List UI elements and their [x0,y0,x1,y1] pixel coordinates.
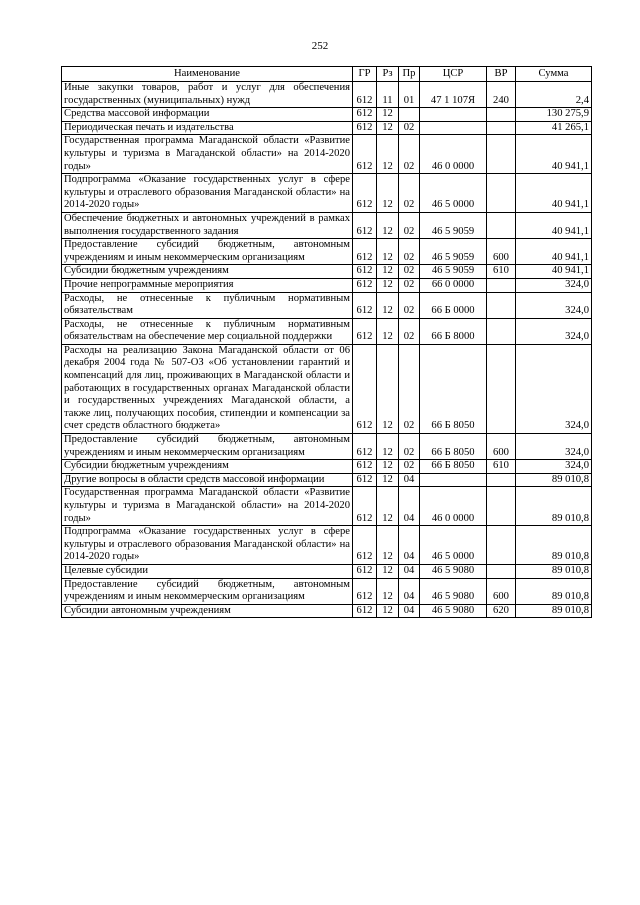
row-csr: 46 5 9080 [420,578,487,604]
row-sum: 40 941,1 [516,239,592,265]
row-csr: 46 0 0000 [420,487,487,526]
row-gr: 612 [353,526,377,565]
row-csr: 66 Б 8000 [420,318,487,344]
row-rz: 12 [377,212,399,238]
row-sum: 40 941,1 [516,265,592,279]
row-rz: 12 [377,135,399,174]
row-sum: 324,0 [516,278,592,292]
row-vr [487,318,516,344]
row-pr: 02 [399,265,420,279]
table-row [62,564,592,578]
row-rz: 12 [377,265,399,279]
row-name: Расходы, не отнесенные к публичным нормативным обязательствам на обеспечение мер социальной поддержки [62,318,353,344]
page-number: 252 [311,40,329,52]
row-name: Периодическая печать и издательства [62,121,353,135]
row-vr: 240 [487,82,516,108]
row-vr: 610 [487,265,516,279]
row-sum: 40 941,1 [516,174,592,213]
row-vr [487,473,516,487]
row-name: Средства массовой информации [62,108,353,122]
row-name: Обеспечение бюджетных и автономных учреждений в рамках выполнения государственного задания [62,212,353,238]
row-vr: 610 [487,460,516,474]
row-vr [487,292,516,318]
row-name: Подпрограмма «Оказание государственных услуг в сфере культуры и отраслевого образования Магаданской области» на 2014-2020 годы» [62,526,353,565]
row-gr: 612 [353,460,377,474]
row-gr: 612 [353,604,377,618]
row-csr: 46 5 9080 [420,564,487,578]
row-vr: 620 [487,604,516,618]
table-row [62,265,592,279]
row-pr: 04 [399,578,420,604]
row-gr: 612 [353,82,377,108]
row-name: Предоставление субсидий бюджетным, автономным учреждениям и иным некоммерческим организациям [62,239,353,265]
table-row [62,604,592,618]
table-row [62,278,592,292]
row-pr: 02 [399,135,420,174]
row-name: Субсидии автономным учреждениям [62,604,353,618]
row-name: Расходы на реализацию Закона Магаданской области от 06 декабря 2004 года № 507-ОЗ «Об установлении гарантий и компенсаций для лиц, проживающих в Магаданской области и работающих в государственных органах Магаданской области и государственных учреждениях Магаданской области, а также лиц, получающих пособия, стипендии и компенсации за счет средств областного бюджета» [62,344,353,433]
row-csr: 46 5 0000 [420,174,487,213]
row-vr [487,108,516,122]
row-sum: 89 010,8 [516,526,592,565]
table-row [62,292,592,318]
row-name: Подпрограмма «Оказание государственных услуг в сфере культуры и отраслевого образования Магаданской области» на 2014-2020 годы» [62,174,353,213]
row-pr: 02 [399,239,420,265]
row-rz: 12 [377,473,399,487]
row-name: Предоставление субсидий бюджетным, автономным учреждениям и иным некоммерческим организациям [62,578,353,604]
row-gr: 612 [353,108,377,122]
row-pr: 04 [399,473,420,487]
table-row [62,578,592,604]
table-header-row [62,67,592,82]
row-sum: 89 010,8 [516,564,592,578]
row-rz: 12 [377,318,399,344]
row-name: Государственная программа Магаданской области «Развитие культуры и туризма в Магаданской области» на 2014-2020 годы» [62,135,353,174]
row-sum: 324,0 [516,318,592,344]
row-rz: 12 [377,434,399,460]
row-csr: 46 5 9059 [420,265,487,279]
row-pr: 04 [399,604,420,618]
row-name: Расходы, не отнесенные к публичным нормативным обязательствам [62,292,353,318]
row-rz: 12 [377,564,399,578]
row-rz: 12 [377,121,399,135]
row-csr [420,121,487,135]
row-name: Иные закупки товаров, работ и услуг для обеспечения государственных (муниципальных) нужд [62,82,353,108]
row-pr: 02 [399,460,420,474]
row-pr: 02 [399,344,420,433]
row-csr: 66 Б 8050 [420,344,487,433]
row-vr [487,174,516,213]
row-gr: 612 [353,473,377,487]
row-sum: 41 265,1 [516,121,592,135]
row-rz: 12 [377,578,399,604]
row-vr [487,278,516,292]
row-pr [399,108,420,122]
table-row [62,473,592,487]
header-csr: ЦСР [420,67,487,82]
table-body [62,82,592,618]
table-row [62,108,592,122]
row-csr: 46 5 9080 [420,604,487,618]
row-gr: 612 [353,434,377,460]
row-sum: 40 941,1 [516,135,592,174]
row-rz: 12 [377,239,399,265]
row-sum: 40 941,1 [516,212,592,238]
row-csr [420,473,487,487]
row-gr: 612 [353,239,377,265]
table-row [62,174,592,213]
row-vr [487,564,516,578]
row-vr [487,135,516,174]
row-vr [487,344,516,433]
row-gr: 612 [353,212,377,238]
row-rz: 12 [377,487,399,526]
row-vr: 600 [487,434,516,460]
header-gr: ГР [353,67,377,82]
row-pr: 01 [399,82,420,108]
row-sum: 324,0 [516,292,592,318]
row-vr [487,487,516,526]
row-rz: 11 [377,82,399,108]
table-row [62,82,592,108]
row-csr: 66 Б 8050 [420,460,487,474]
row-gr: 612 [353,318,377,344]
row-sum: 324,0 [516,434,592,460]
row-csr: 46 5 9059 [420,239,487,265]
row-csr: 47 1 107Я [420,82,487,108]
table-row [62,135,592,174]
row-gr: 612 [353,292,377,318]
row-csr: 66 0 0000 [420,278,487,292]
row-csr: 46 5 9059 [420,212,487,238]
row-rz: 12 [377,344,399,433]
row-vr [487,526,516,565]
row-sum: 324,0 [516,344,592,433]
row-sum: 324,0 [516,460,592,474]
row-vr [487,212,516,238]
row-pr: 02 [399,121,420,135]
row-pr: 04 [399,526,420,565]
table-row [62,344,592,433]
row-vr: 600 [487,239,516,265]
row-sum: 2,4 [516,82,592,108]
header-vr: ВР [487,67,516,82]
header-rz: Рз [377,67,399,82]
row-vr [487,121,516,135]
row-name: Предоставление субсидий бюджетным, автономным учреждениям и иным некоммерческим организациям [62,434,353,460]
row-name: Субсидии бюджетным учреждениям [62,265,353,279]
row-name: Целевые субсидии [62,564,353,578]
header-pr: Пр [399,67,420,82]
row-sum: 89 010,8 [516,604,592,618]
row-rz: 12 [377,526,399,565]
row-name: Субсидии бюджетным учреждениям [62,460,353,474]
row-rz: 12 [377,460,399,474]
row-rz: 12 [377,174,399,213]
row-csr [420,108,487,122]
row-csr: 66 Б 8050 [420,434,487,460]
row-sum: 89 010,8 [516,487,592,526]
header-name: Наименование [62,67,353,82]
table-row [62,318,592,344]
row-name: Прочие непрограммные мероприятия [62,278,353,292]
row-gr: 612 [353,487,377,526]
row-pr: 02 [399,434,420,460]
table-row [62,121,592,135]
row-gr: 612 [353,344,377,433]
row-pr: 02 [399,212,420,238]
row-csr: 46 5 0000 [420,526,487,565]
row-gr: 612 [353,564,377,578]
row-rz: 12 [377,292,399,318]
table-row [62,460,592,474]
row-rz: 12 [377,278,399,292]
row-rz: 12 [377,604,399,618]
row-name: Государственная программа Магаданской области «Развитие культуры и туризма в Магаданской области» на 2014-2020 годы» [62,487,353,526]
table-row [62,526,592,565]
table-row [62,487,592,526]
header-sum: Сумма [516,67,592,82]
row-pr: 02 [399,292,420,318]
row-gr: 612 [353,174,377,213]
row-name: Другие вопросы в области средств массовой информации [62,473,353,487]
row-vr: 600 [487,578,516,604]
row-gr: 612 [353,578,377,604]
row-gr: 612 [353,278,377,292]
row-sum: 89 010,8 [516,578,592,604]
table-row [62,434,592,460]
row-gr: 612 [353,121,377,135]
row-rz: 12 [377,108,399,122]
row-pr: 02 [399,174,420,213]
row-gr: 612 [353,265,377,279]
table-row [62,212,592,238]
row-pr: 04 [399,564,420,578]
row-pr: 04 [399,487,420,526]
row-csr: 66 Б 0000 [420,292,487,318]
row-gr: 612 [353,135,377,174]
row-sum: 89 010,8 [516,473,592,487]
budget-table [61,66,592,618]
row-csr: 46 0 0000 [420,135,487,174]
row-pr: 02 [399,318,420,344]
row-pr: 02 [399,278,420,292]
row-sum: 130 275,9 [516,108,592,122]
table-row [62,239,592,265]
